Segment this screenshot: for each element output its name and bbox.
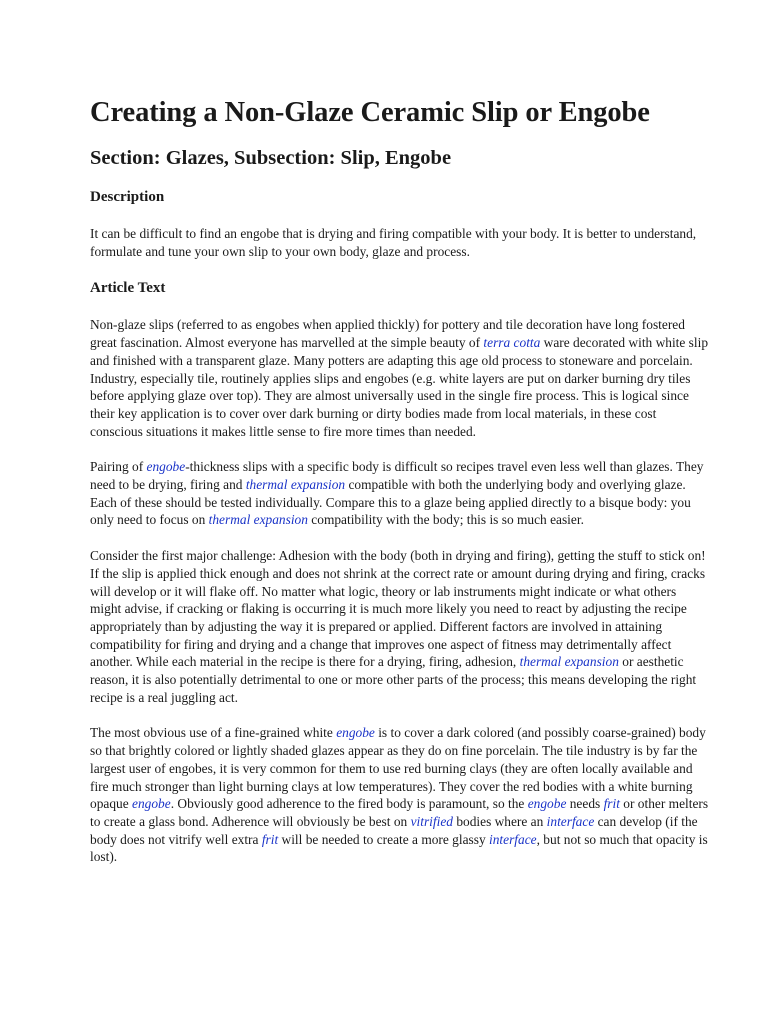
glossary-link[interactable]: engobe [146,459,186,475]
description-text: It can be difficult to find an engobe that is drying and firing compatible with your body. It is better to understand, formulate and tune your own slip to your own body, glaze and process. [90,226,697,259]
article-paragraph: The most obvious use of a fine-grained white engobe is to cover a dark colored (and possibly coarse-grained) body so that brightly colored or lightly shaded glazes appear as they do on fine porcelain. The tile industry is by far the largest user of engobes, it is very common for them to use red burning clays (they are often locally available and fire much stronger than light burning clays at low temperatures). They cover the red bodies with a white burning opaque engobe. Obviously good adherence to the fired body is paramount, so the engobe needs frit or other melters to create a glass bond. Adherence will obviously be best on vitrified bodies where an interface can develop (if the body does not vitrify well extra frit will be needed to create a more glassy interface, but not so much that opacity is lost). [90,725,709,865]
glossary-link[interactable]: engobe [527,796,567,812]
glossary-link[interactable]: thermal expansion [245,477,346,493]
section-line: Section: Glazes, Subsection: Slip, Engobe [90,147,452,169]
article-heading: Article Text [90,280,166,297]
glossary-link[interactable]: terra cotta [483,335,541,351]
glossary-link[interactable]: engobe [132,796,171,812]
glossary-link[interactable]: vitrified [410,813,453,829]
article-paragraph: Pairing of engobe-thickness slips with a specific body is difficult so recipes travel even less well than glazes. They need to be drying, firing and thermal expansion compatible with both the underlying body and overlying glaze. Each of these should be tested individually. Compare this to a glaze being applied directly to a bisque body: you only need to focus on thermal expansion compatibility with the body; this is so much easier. [90,459,704,528]
glossary-link[interactable]: frit [261,831,279,847]
article-paragraph: Non-glaze slips (referred to as engobes when applied thickly) for pottery and tile decoration have long fostered great fascination. Almost everyone has marvelled at the simple beauty of terra cotta ware decorated with white slip and finished with a transparent glaze. Many potters are adapting this age old process to stoneware and porcelain. Industry, especially tile, routinely applies slips and engobes (e.g. white layers are put on darker burning dry tiles before applying glaze over top). They are almost universally used in the single fire process. This is logical since their key application is to cover over dark burning or dirty bodies made from local materials, in these cost conscious situations it makes little sense to fire more times than needed. [90,317,709,439]
glossary-link[interactable]: interface [489,831,537,847]
description-heading: Description [90,189,165,205]
glossary-link[interactable]: frit [603,796,620,812]
glossary-link[interactable]: thermal expansion [519,654,619,670]
glossary-link[interactable]: interface [546,813,595,829]
glossary-link[interactable]: engobe [336,725,375,741]
article-paragraph: Consider the first major challenge: Adhesion with the body (both in drying and firing), getting the stuff to stick on! If the slip is applied thick enough and does not shrink at the correct rate or amount during drying and firing, cracks will develop or it will flake off. No matter what logic, theory or lab instruments might indicate or what others might advise, if cracking or flaking is occurring it is much more likely you need to react by adjusting the recipe appropriately than by adjusting the way it is prepared or applied. Different factors are involved in attaining compatibility for firing and drying and a change that improves one aspect of fitness may detrimentally affect another. While each material in the recipe is there for a drying, firing, adhesion, thermal expansion or aesthetic reason, it is also potentially detrimental to one or more other parts of the process; this means developing the right recipe is a real juggling act. [90,548,706,705]
glossary-link[interactable]: thermal expansion [208,512,308,528]
article-body [90,316,710,866]
page-title: Creating a Non-Glaze Ceramic Slip or Engobe [90,97,650,128]
